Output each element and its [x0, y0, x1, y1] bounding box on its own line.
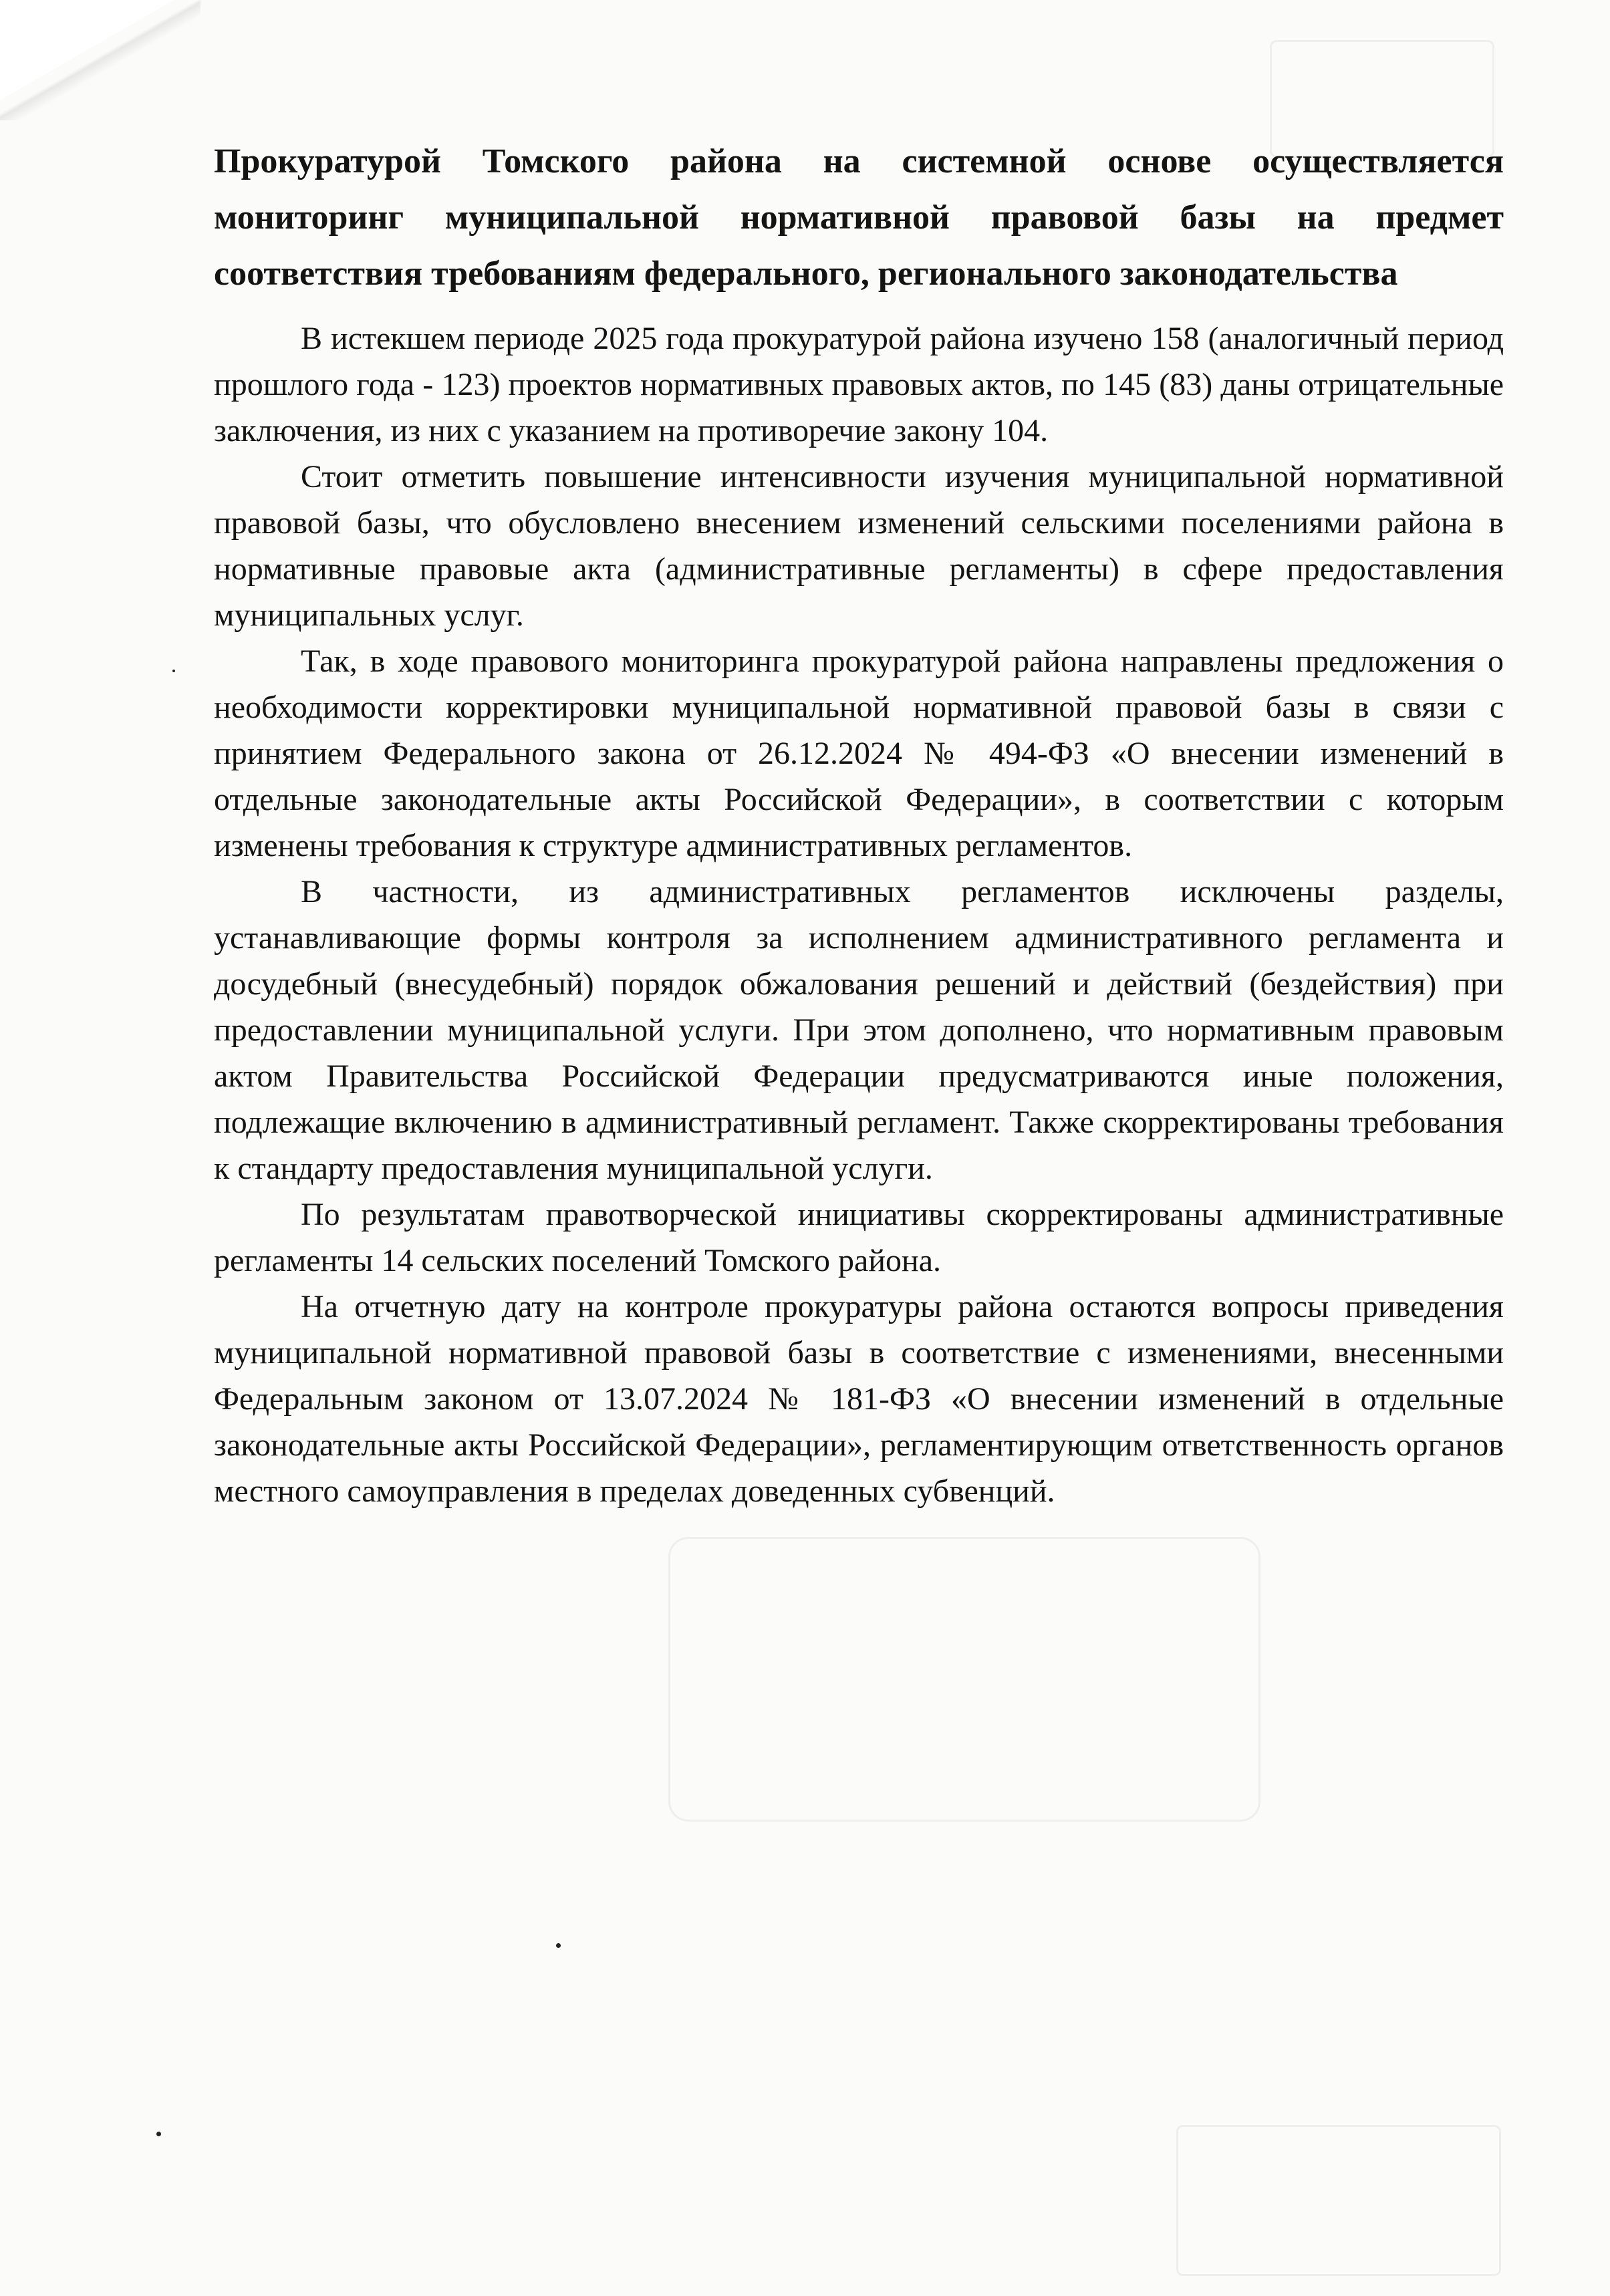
paragraph: В частности, из административных регламентов исключены разделы, устанавливающие формы контроля за исполнением административного регламента и досудебный (внесудебный) порядок обжалования решений и действий (бездействия) при предоставлении муниципальной услуги. При этом дополнено, что нормативным правовым актом Правительства Российской Федерации предусматриваются иные положения, подлежащие включению в административный регламент. Также скорректированы требования к стандарту предоставления муниципальной услуги. — [214, 874, 1504, 1186]
document-title: Прокуратурой Томского района на системной основе осуществляется мониторинг муниципальной нормативной правовой базы на предмет соответствия требованиям федерального, регионального законодательства — [214, 142, 1504, 293]
scan-speck — [172, 670, 175, 672]
paragraph: На отчетную дату на контроле прокуратуры района остаются вопросы приведения муниципальной нормативной правовой базы в соответствие с изменениями, внесенными Федеральным законом от 13.07.2024 № 181-ФЗ «О внесении изменений в отдельные законодательные акты Российской Федерации», регламентирующим ответственность органов местного самоуправления в пределах доведенных субвенций. — [214, 1289, 1504, 1509]
scan-speck — [156, 2132, 161, 2136]
page-corner-shadow — [0, 0, 200, 120]
scan-speck — [556, 1943, 561, 1948]
document-body — [214, 134, 1504, 1514]
paragraph: Стоит отметить повышение интенсивности изучения муниципальной нормативной правовой базы, что обусловлено внесением изменений сельскими поселениями района в нормативные правовые акта (административные регламенты) в сфере предоставления муниципальных услуг. — [214, 459, 1504, 633]
paragraph: В истекшем периоде 2025 года прокуратурой района изучено 158 (аналогичный период прошлого года - 123) проектов нормативных правовых актов, по 145 (83) даны отрицательные заключения, из них с указанием на противоречие закону 104. — [214, 321, 1504, 448]
paragraph: По результатам правотворческой инициативы скорректированы административные регламенты 14 сельских поселений Томского района. — [214, 1197, 1504, 1278]
bleed-through-frame — [668, 1537, 1260, 1822]
paragraph: Так, в ходе правового мониторинга прокуратурой района направлены предложения о необходимости корректировки муниципальной нормативной правовой базы в связи с принятием Федерального закона от 26.12.2024 № 494-ФЗ «О внесении изменений в отдельные законодательные акты Российской Федерации», в соответствии с которым изменены требования к структуре административных регламентов. — [214, 643, 1504, 863]
bleed-through-frame — [1176, 2125, 1501, 2276]
